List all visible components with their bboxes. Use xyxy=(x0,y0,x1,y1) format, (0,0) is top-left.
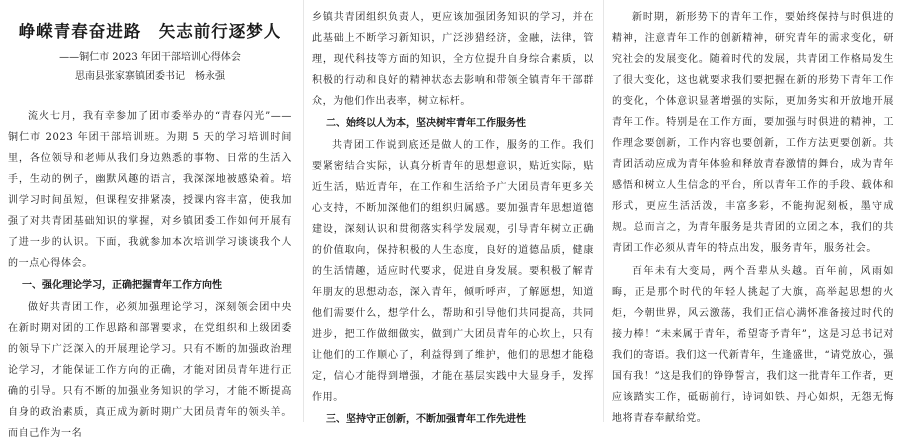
article-subtitle: ——铜仁市 2023 年团干部培训心得体会 xyxy=(59,52,241,63)
intro-paragraph: 流火七月，我有幸参加了团市委举办的“青春闪光”——铜仁市 2023 年团干部培训班。为期 5 天的学习培训时间里，各位领导和老师从我们身边熟悉的事物、日常的生活入手，生动的例子，幽默风趣的语言，我深深地被感染着。培训学习时间虽短，但课程安排紧凑，授课内容丰富，使我加强了对共青团基础知识的掌握，对乡镇团委工作如何开展有了进一步的认识。下面，我就参加本次培训学习谈谈我个人的一点心得体会。 xyxy=(8,111,292,269)
article-author: 思南县张家寨镇团委书记 杨永强 xyxy=(75,71,225,82)
column-1 xyxy=(0,0,300,439)
closing-paragraph: 百年未有大变局，两个吾辈从头越。百年前，风雨如晦，正是那个时代的年轻人挑起了大旗，高举起思想的火炬，今朝世界，风云激荡，我们正信心满怀准备接过时代的接力棒！“未来属于青年，希望寄予青年”，这是习总书记对我们的寄语。我们这一代新青年，生逢盛世，“请党放心，强国有我！”这是我们的铮铮誓言，我们这一批青年工作者，更应该踏实工作，砥砺前行，诗词如铁、丹心如炽，无怨无悔地将青春奉献给党。 xyxy=(612,266,894,424)
section-heading-3: 三、坚持守正创新，不断加强青年工作先进性 xyxy=(326,414,526,425)
section-2-paragraph: 共青团工作说到底还是做人的工作，服务的工作。我们要紧密结合实际，认真分析青年的思想意识，贴近实际，贴近生活，贴近青年，在工作和生活给予广大团员青年更多关心支持，不断加深他们的组织归属感。要加强青年思想道德建设，深刻认识和贯彻落实科学发展观，引导青年树立正确的价值取向，保持积极的人生态度，良好的道德品质，健康的生活情趣，适应时代要求，促进自身发展。要积极了解青年朋友的思想动态，深入青年，倾听呼声，了解愿想，知道他们需要什么，想学什么，帮助和引导他们共同提高，共同进步，把工作做细做实，做到广大团员青年的心坎上，只有让他们的工作顺心了，利益得到了维护，他们的思想才能稳定，信心才能得到增强，才能在基层实践中大显身手，发挥作用。 xyxy=(312,140,594,403)
section-1-paragraph: 做好共青团工作，必须加强理论学习，深刻领会团中央在新时期对团的工作思路和部署要求，在党组织和上级团委的领导下广泛深入的开展理论学习。只有不断的加强政治理论学习，才能保证工作方向的正确，才能对团员青年进行正确的引导。只有不断的加强业务知识的学习，才能不断提高自身的政治素质，真正成为新时期广大团员青年的领头羊。而自己作为一名 xyxy=(8,302,292,439)
article-title: 峥嵘青春奋进路 矢志前行逐梦人 xyxy=(18,22,282,41)
section-1-continued: 乡镇共青团组织负责人，更应该加强团务知识的学习，并在此基础上不断学习新知识，广泛涉猎经济，金融，法律，管理，现代科技等方面的知识，全方位提升自身综合素质，以积极的行动和良好的精神状态去影响和带领全镇青年干部群众，为他们作出表率，树立标杆。 xyxy=(312,12,594,107)
column-3 xyxy=(603,0,900,422)
section-heading-1: 一、强化理论学习，正确把握青年工作方向性 xyxy=(22,280,222,291)
column-2 xyxy=(303,0,600,425)
section-3-paragraph: 新时期，新形势下的青年工作，要始终保持与时俱进的精神，注意青年工作的创新精神，研究青年的需求变化，研究社会的发展变化。随着时代的发展，共青团工作格局发生了很大变化，这也就要求我们要把握在新的形势下青年工作的变化，个体意识显著增强的实际，更加务实和开放地开展青年工作。特别是在工作方面，要加强与时俱进的精神，工作理念要创新，工作内容也要创新，工作方法更要创新。共青团活动应成为青年体验和释放青春激情的舞台，成为青年感悟和树立人生信念的平台，所以青年工作的手段、载体和形式，更应生活活泼，丰富多彩，不能拘泥刻板，墨守成规。总而言之，为青年服务是共青团的立团之本，我们的共青团工作必须从青年的特点出发，服务青年，服务社会。 xyxy=(612,12,894,254)
section-heading-2: 二、始终以人为本，坚决树牢青年工作服务性 xyxy=(326,118,526,129)
